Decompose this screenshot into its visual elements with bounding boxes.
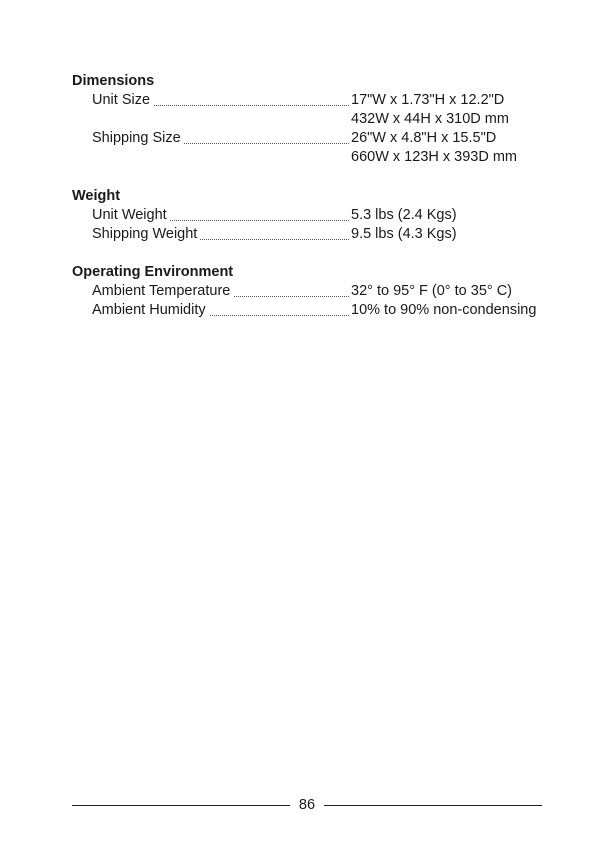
shipping-size-label: Shipping Size <box>92 130 184 146</box>
operating-environment-section <box>72 263 552 320</box>
shipping-weight-row <box>72 225 552 244</box>
unit-size-metric: 432W x 44H x 310D mm <box>351 111 509 127</box>
operating-environment-heading: Operating Environment <box>72 264 234 280</box>
shipping-weight-label: Shipping Weight <box>92 226 200 242</box>
ambient-humidity-value: 10% to 90% non-condensing <box>351 302 537 318</box>
page-number: 86 <box>298 797 316 813</box>
unit-size-metric-row <box>72 110 552 129</box>
unit-weight-row <box>72 206 552 225</box>
weight-heading: Weight <box>72 188 121 204</box>
unit-size-label: Unit Size <box>92 92 153 108</box>
ambient-humidity-label: Ambient Humidity <box>92 302 209 318</box>
weight-section <box>72 187 552 244</box>
unit-weight-value: 5.3 lbs (2.4 Kgs) <box>351 207 457 223</box>
shipping-size-imperial: 26"W x 4.8"H x 15.5"D <box>351 130 497 146</box>
unit-size-imperial: 17"W x 1.73"H x 12.2"D <box>351 92 505 108</box>
ambient-temperature-label: Ambient Temperature <box>92 283 233 299</box>
page-footer <box>72 795 542 815</box>
unit-size-row <box>72 91 552 110</box>
dimensions-heading: Dimensions <box>72 73 155 89</box>
ambient-temperature-value: 32° to 95° F (0° to 35° C) <box>351 283 513 299</box>
ambient-humidity-row <box>72 301 552 320</box>
footer-rule-right <box>324 805 542 806</box>
shipping-size-row <box>72 129 552 148</box>
ambient-temperature-row <box>72 282 552 301</box>
dimensions-section <box>72 72 552 167</box>
unit-weight-label: Unit Weight <box>92 207 170 223</box>
footer-rule-left <box>72 805 290 806</box>
shipping-size-metric: 660W x 123H x 393D mm <box>351 149 518 165</box>
shipping-weight-value: 9.5 lbs (4.3 Kgs) <box>351 226 457 242</box>
shipping-size-metric-row <box>72 148 552 167</box>
